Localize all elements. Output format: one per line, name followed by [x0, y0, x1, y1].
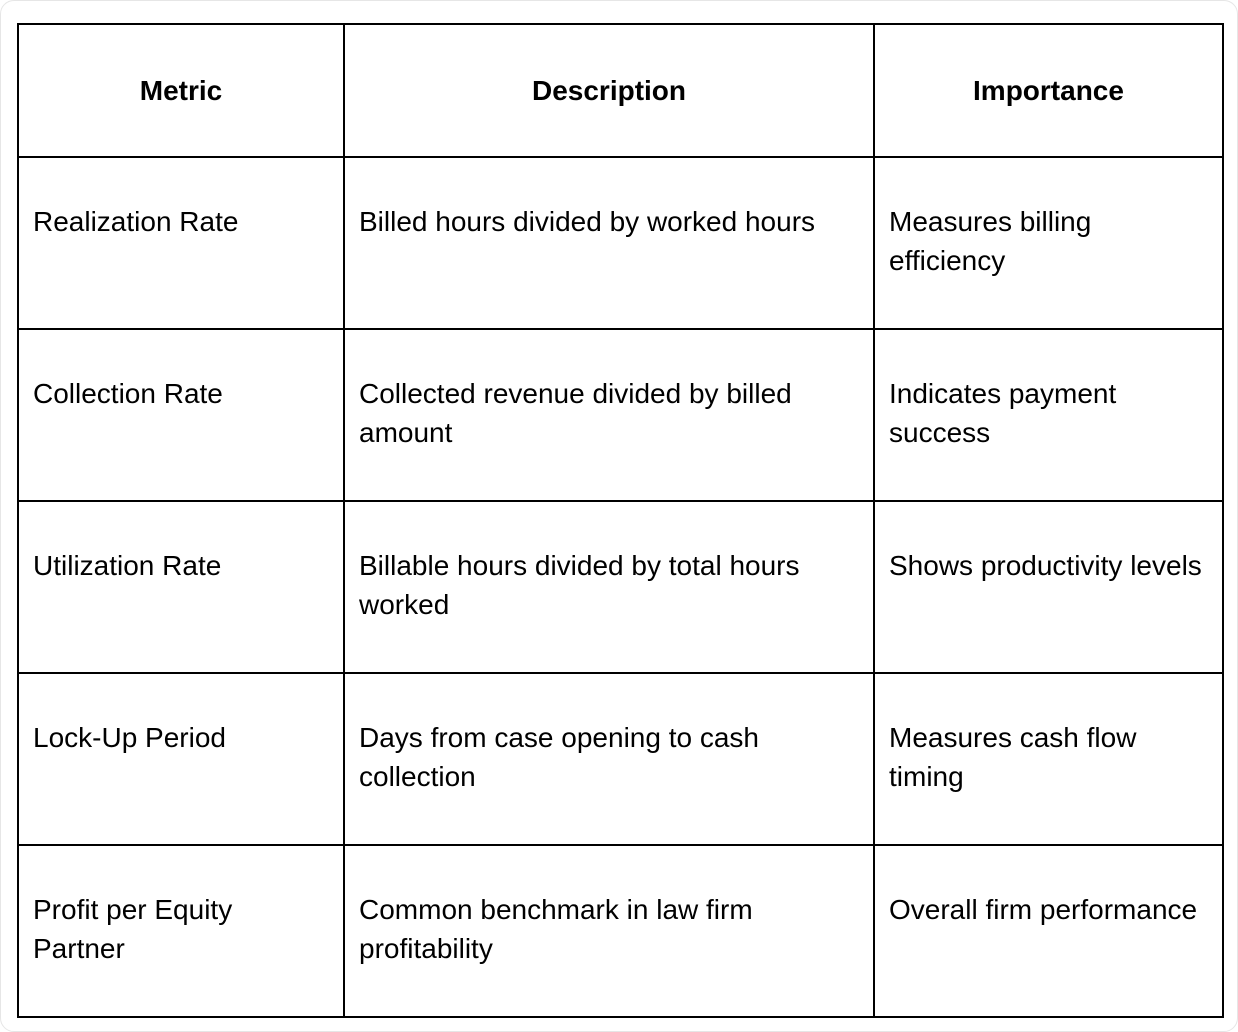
metrics-table	[17, 23, 1224, 1018]
header-metric: Metric	[18, 24, 344, 157]
table-row	[18, 673, 1223, 845]
cell-importance: Overall firm performance	[874, 845, 1223, 1017]
cell-description: Billable hours divided by total hours worked	[344, 501, 874, 673]
cell-metric: Utilization Rate	[18, 501, 344, 673]
cell-importance: Indicates payment success	[874, 329, 1223, 501]
cell-description: Collected revenue divided by billed amount	[344, 329, 874, 501]
table-row	[18, 501, 1223, 673]
cell-description: Common benchmark in law firm profitability	[344, 845, 874, 1017]
cell-description: Days from case opening to cash collection	[344, 673, 874, 845]
header-importance: Importance	[874, 24, 1223, 157]
header-description: Description	[344, 24, 874, 157]
cell-importance: Shows productivity levels	[874, 501, 1223, 673]
cell-metric: Profit per Equity Partner	[18, 845, 344, 1017]
cell-metric: Collection Rate	[18, 329, 344, 501]
cell-metric: Lock-Up Period	[18, 673, 344, 845]
cell-description: Billed hours divided by worked hours	[344, 157, 874, 329]
cell-importance: Measures billing efficiency	[874, 157, 1223, 329]
table-header-row	[18, 24, 1223, 157]
cell-importance: Measures cash flow timing	[874, 673, 1223, 845]
table-row	[18, 329, 1223, 501]
cell-metric: Realization Rate	[18, 157, 344, 329]
table-row	[18, 157, 1223, 329]
table-row	[18, 845, 1223, 1017]
